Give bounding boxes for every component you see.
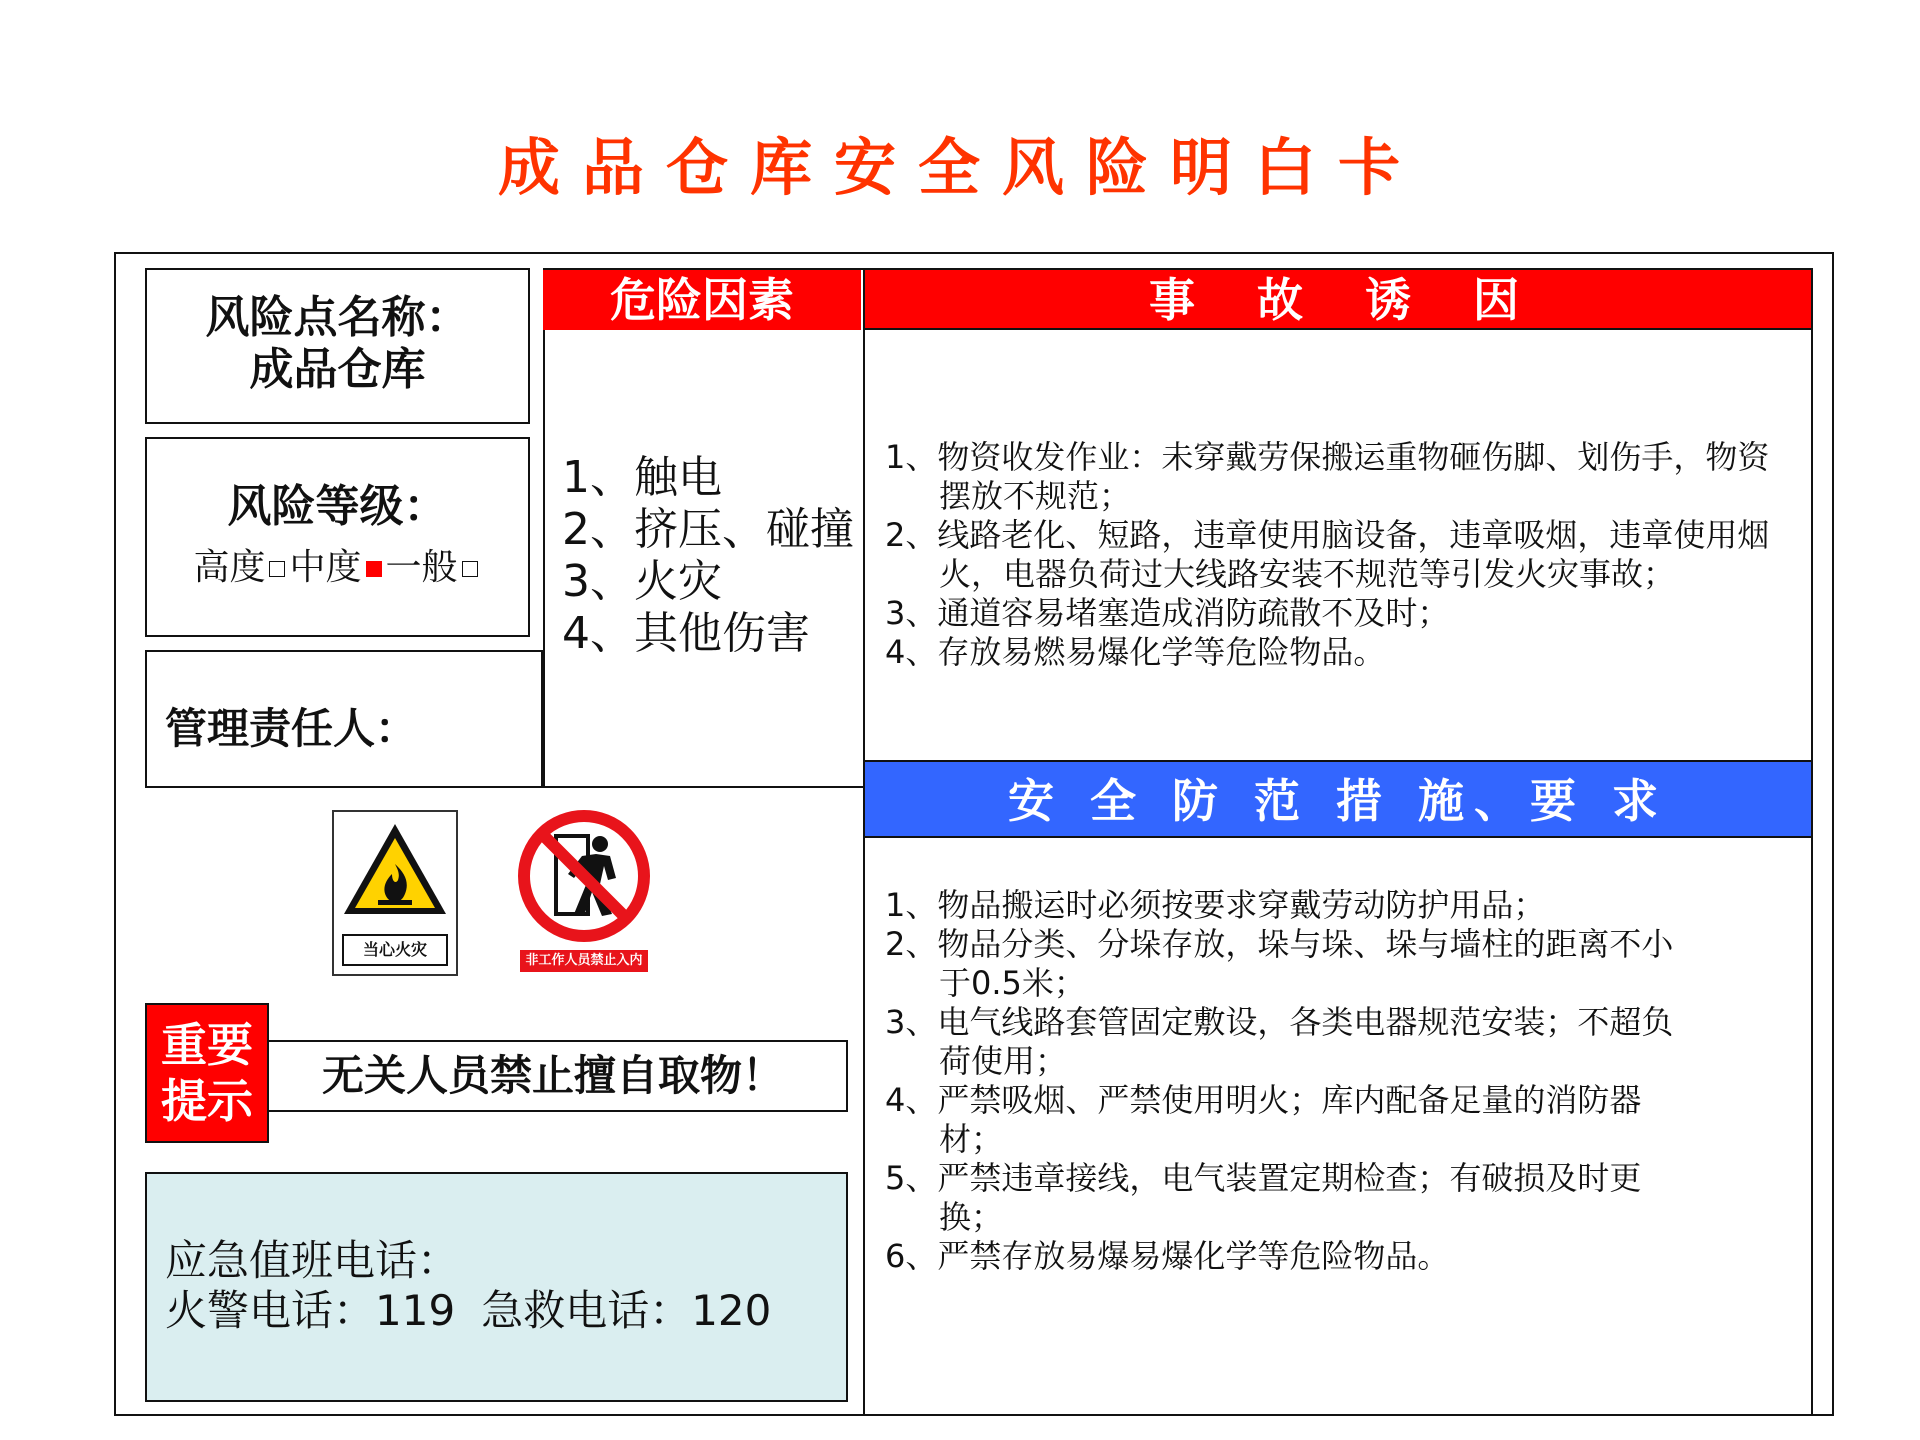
hazards-list [562, 452, 862, 660]
measure-item: 2、物品分类、分垛存放，垛与垛、垛与墙柱的距离不小于0.5米； [885, 925, 1674, 1002]
notice-text: 无关人员禁止擅自取物！ [322, 1051, 785, 1100]
risk-level-label: 风险等级： [227, 481, 448, 532]
measures-header: 安 全 防 范 措 施、要 求 [865, 760, 1811, 838]
rescue-phone-number: 120 [691, 1286, 772, 1335]
rescue-phone-label: 急救电话： [481, 1286, 692, 1335]
cause-item: 1、物资收发作业：未穿戴劳保搬运重物砸伤脚、划伤手，物资摆放不规范； [885, 438, 1770, 515]
checkbox-empty-icon [462, 561, 478, 577]
risk-point-box [145, 268, 530, 424]
fire-warning-sign [332, 810, 458, 976]
risk-level-options [147, 539, 528, 590]
measure-item: 1、物品搬运时必须按要求穿戴劳动防护用品； [885, 886, 1546, 924]
hazard-item: 2、挤压、碰撞 [562, 504, 854, 555]
divider [543, 786, 863, 788]
emergency-phones [165, 1286, 846, 1336]
risk-point-label: 风险点名称： [205, 292, 470, 343]
hazard-item: 4、其他伤害 [562, 608, 810, 659]
no-entry-icon [512, 806, 656, 944]
cause-item: 4、存放易燃易爆化学等危险物品。 [885, 633, 1386, 671]
manager-label: 管理责任人： [165, 704, 418, 753]
no-entry-caption: 非工作人员禁止入内 [520, 950, 648, 972]
fire-warning-icon [334, 812, 456, 932]
measure-item: 4、严禁吸烟、严禁使用明火；库内配备足量的消防器材； [885, 1081, 1642, 1158]
emergency-box [145, 1172, 848, 1402]
causes-header: 事 故 诱 因 [865, 270, 1811, 330]
cause-item: 3、通道容易堵塞造成消防疏散不及时； [885, 594, 1450, 632]
hazards-header: 危险因素 [543, 270, 861, 330]
fire-warning-caption: 当心火灾 [342, 934, 448, 966]
checkbox-checked-icon [366, 561, 382, 577]
measure-item: 5、严禁违章接线，电气装置定期检查；有破损及时更换； [885, 1159, 1642, 1236]
manager-box [145, 650, 543, 788]
cause-item: 2、线路老化、短路，违章使用脑设备，违章吸烟，违章使用烟火，电器负荷过大线路安装不规范等引发火灾事故； [885, 516, 1770, 593]
fire-phone-number: 119 [375, 1286, 456, 1335]
measure-item: 6、严禁存放易爆易爆化学等危险物品。 [885, 1237, 1450, 1275]
risk-level-box [145, 437, 530, 637]
causes-list [885, 438, 1790, 672]
notice-tag [145, 1003, 269, 1143]
emergency-line: 应急值班电话： [165, 1236, 460, 1285]
notice-tag-text: 重要提示 [161, 1018, 253, 1128]
checkbox-empty-icon [269, 561, 285, 577]
risk-point-value: 成品仓库 [249, 344, 426, 395]
measures-list [885, 886, 1695, 1276]
notice-text-box [262, 1040, 848, 1112]
risk-level-medium: 中度 [289, 547, 362, 588]
hazard-item: 1、触电 [562, 452, 722, 503]
measure-item: 3、电气线路套管固定敷设，各类电器规范安装；不超负荷使用； [885, 1003, 1674, 1080]
page-title: 成品仓库安全风险明白卡 [497, 131, 1422, 204]
no-entry-sign [512, 806, 656, 976]
risk-level-normal: 一般 [385, 547, 458, 588]
fire-phone-label: 火警电话： [165, 1286, 376, 1335]
risk-level-high: 高度 [193, 547, 266, 588]
hazard-item: 3、火灾 [562, 556, 722, 607]
